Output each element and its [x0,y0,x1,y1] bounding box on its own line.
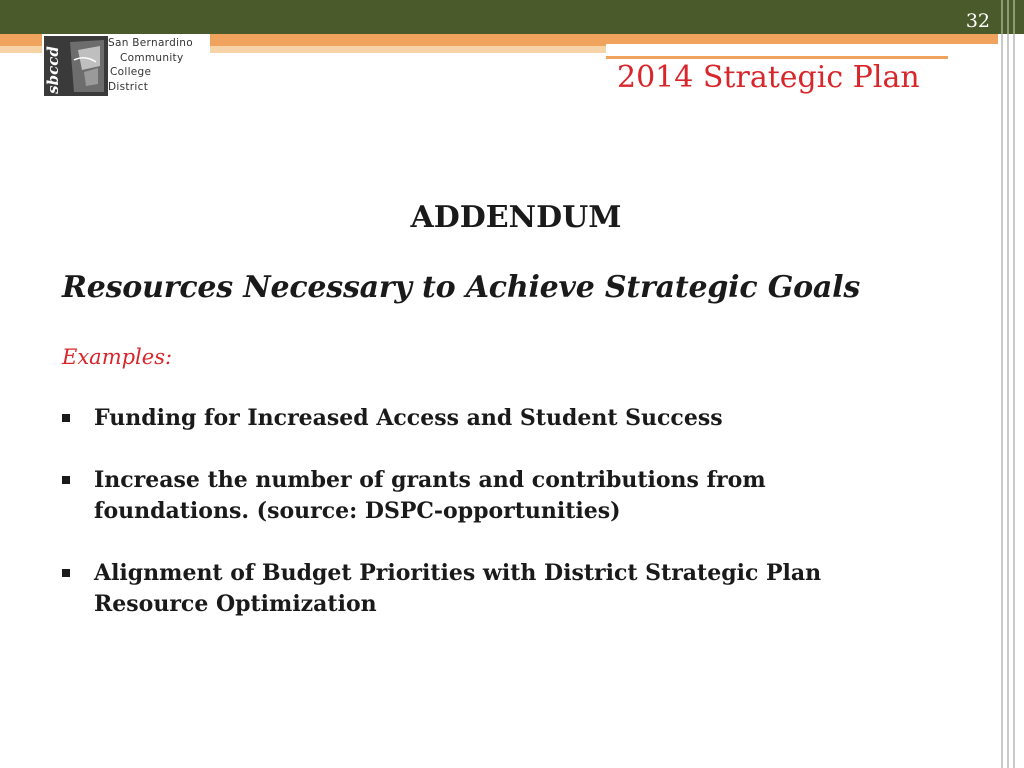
slide-subheading: Resources Necessary to Achieve Strategic Goals [62,270,861,305]
examples-label: Examples: [62,345,173,369]
logo-abbr: sbccd [44,46,62,94]
bullet-item [62,403,922,434]
logo-line: Community [120,51,184,64]
sbccd-logo-icon [44,36,108,96]
logo-line: San Bernardino [108,37,193,49]
logo-line: District [108,80,149,93]
logo-line: College [110,66,152,78]
bullet-list [62,403,922,651]
bullet-item [62,558,922,620]
bullet-text: Funding for Increased Access and Student Success [94,405,723,431]
square-bullet-icon [62,414,70,422]
slide-heading: ADDENDUM [410,200,622,235]
bullet-text: Alignment of Budget Priorities with District Strategic Plan Resource Optimization [94,560,822,617]
bullet-item [62,465,922,527]
page-number: 32 [965,10,990,32]
district-logo [42,34,210,98]
square-bullet-icon [62,569,70,577]
edge-stripes-top [998,0,1024,34]
plan-title: 2014 Strategic Plan [617,60,920,95]
logo-text [108,36,193,94]
edge-stripes [998,0,1024,768]
bullet-text: Increase the number of grants and contributions from foundations. (source: DSPC-opportunities) [94,467,766,524]
top-bar [0,0,1024,34]
header-divider-line [606,56,948,59]
square-bullet-icon [62,476,70,484]
